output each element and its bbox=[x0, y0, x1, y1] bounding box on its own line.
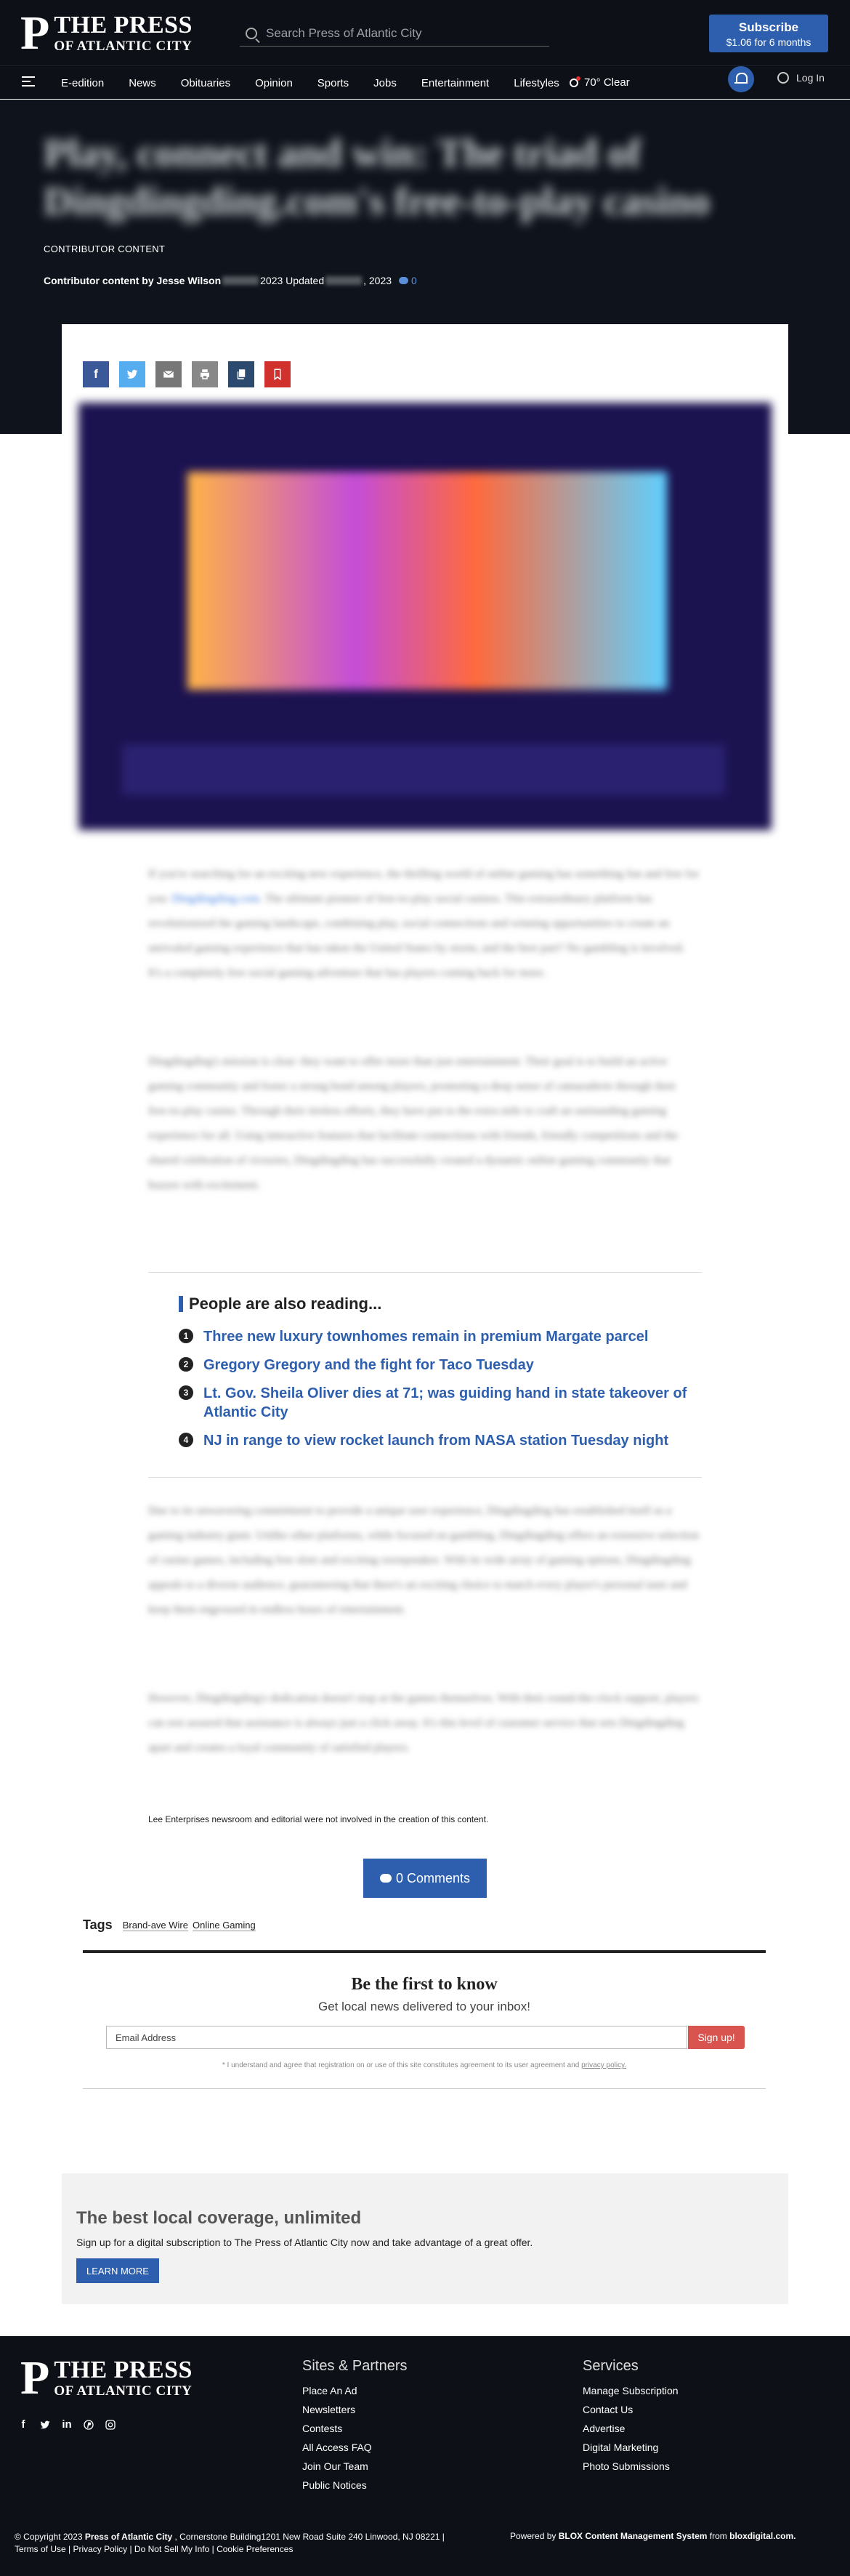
print-icon[interactable] bbox=[192, 361, 218, 387]
also-reading-title: People are also reading... bbox=[189, 1295, 382, 1313]
byline bbox=[44, 275, 417, 286]
search-input[interactable] bbox=[266, 26, 542, 41]
list-item bbox=[179, 1384, 702, 1422]
footer-link[interactable]: Digital Marketing bbox=[583, 2442, 659, 2453]
image-game-grid bbox=[187, 472, 667, 690]
footer-copyright bbox=[15, 2531, 445, 2556]
list-item bbox=[179, 1327, 702, 1346]
subscribe-title: Subscribe bbox=[738, 20, 799, 34]
main-nav bbox=[0, 65, 850, 99]
published-year: 2023 bbox=[260, 275, 283, 286]
footer-link[interactable]: Place An Ad bbox=[302, 2385, 357, 2396]
bookmark-icon[interactable] bbox=[264, 361, 291, 387]
divider bbox=[148, 1477, 702, 1478]
promo-title: The best local coverage, unlimited bbox=[76, 2208, 362, 2228]
footer-link[interactable]: Public Notices bbox=[302, 2479, 367, 2491]
user-icon bbox=[777, 72, 789, 84]
logo-wordmark bbox=[54, 13, 193, 53]
item-number: 3 bbox=[179, 1385, 193, 1400]
nav-items bbox=[61, 66, 584, 100]
copyright-name[interactable]: Press of Atlantic City bbox=[84, 2532, 173, 2542]
login-link[interactable] bbox=[777, 72, 825, 84]
footer-link[interactable]: Manage Subscription bbox=[583, 2385, 679, 2396]
email-icon[interactable] bbox=[155, 361, 182, 387]
powered-site[interactable]: bloxdigital.com. bbox=[729, 2531, 796, 2541]
powered-name[interactable]: BLOX Content Management System bbox=[558, 2531, 708, 2541]
weather-icon bbox=[570, 79, 578, 87]
nav-item-obituaries[interactable]: Obituaries bbox=[180, 76, 231, 89]
newsletter-rule bbox=[83, 1950, 766, 1953]
weather-widget[interactable] bbox=[570, 76, 630, 89]
footer-social bbox=[17, 2419, 126, 2431]
search-bar[interactable] bbox=[240, 20, 549, 47]
linkedin-icon[interactable]: in bbox=[62, 2418, 72, 2431]
footer-services-column bbox=[583, 2358, 679, 2479]
menu-icon[interactable] bbox=[22, 76, 35, 86]
logo-sub: OF ATLANTIC CITY bbox=[54, 39, 193, 54]
byline-author[interactable]: Contributor content by Jesse Wilson bbox=[44, 275, 222, 286]
updated-year: , 2023 bbox=[363, 275, 392, 286]
also-reading-heading bbox=[179, 1295, 381, 1313]
logo-main: THE PRESS bbox=[54, 12, 193, 39]
divider bbox=[148, 1272, 702, 1273]
article-paragraph: Due to its unwavering commitment to provide a unique user experience, Dingdingding has established itself as a gaming industry giant. Unlike other platforms, while focused on gambling, Dingdingding offers an extensive selection of casino games, including free slots and exciting sweepstakes. With its wide array of gaming options, Dingdingding appeals to a diverse audience, guaranteeing that there's an exciting choice to match every player's personal taste and keep them engrossed in endless hours of entertainment. bbox=[148, 1505, 700, 1616]
subscription-promo bbox=[62, 2173, 788, 2304]
login-label: Log In bbox=[796, 72, 825, 84]
privacy-policy-link[interactable]: privacy policy. bbox=[581, 2061, 627, 2069]
weather-text: 70° Clear bbox=[584, 76, 630, 89]
learn-more-button[interactable]: LEARN MORE bbox=[76, 2258, 159, 2283]
logo-mark: P bbox=[20, 6, 50, 60]
subscribe-button[interactable] bbox=[709, 15, 828, 52]
powered-from: from bbox=[709, 2531, 727, 2541]
article-headline: Play, connect and win: The triad of Dingdingding.com's free-to-play casino bbox=[44, 131, 711, 223]
footer-powered-by bbox=[510, 2531, 796, 2541]
nav-item-entertainment[interactable]: Entertainment bbox=[421, 76, 490, 89]
copyright-prefix: © Copyright 2023 bbox=[15, 2532, 83, 2542]
site-footer bbox=[0, 2336, 850, 2576]
pinterest-icon[interactable] bbox=[83, 2419, 94, 2431]
footer-link[interactable]: Contact Us bbox=[583, 2404, 634, 2415]
comment-icon[interactable] bbox=[399, 277, 408, 284]
updated-label: Updated bbox=[286, 275, 325, 286]
subscribe-price: $1.06 for 6 months bbox=[726, 36, 811, 48]
footer-link[interactable]: Join Our Team bbox=[302, 2460, 368, 2472]
list-item bbox=[179, 1356, 702, 1374]
redacted-date bbox=[222, 276, 259, 285]
also-reading-list bbox=[179, 1327, 702, 1460]
footer-link[interactable]: Photo Submissions bbox=[583, 2460, 670, 2472]
top-bar bbox=[0, 0, 850, 65]
footer-services-title: Services bbox=[583, 2358, 639, 2374]
newsletter-subtitle: Get local news delivered to your inbox! bbox=[318, 2000, 530, 2013]
nav-item-lifestyles[interactable]: Lifestyles bbox=[514, 76, 559, 89]
paragraph-text: If you're searching for an exciting new experience, the thrilling world of online gaming has something fun and free for you: Dingdingding.com. The ultimate pioneer of free-to-play social casinos. This extraordinary platform has revolutionized the gaming landscape, combining play, social connections and winning opportunities to create an unrivaled gaming experience that has taken the United States by storm, and the best part? No gambling is involved. It's a completely free social gaming adventure that has players coming back for more. bbox=[148, 868, 700, 979]
tags-row bbox=[83, 1917, 260, 1933]
promo-text: Sign up for a digital subscription to The Press of Atlantic City now and take advantage of a great offer. bbox=[76, 2237, 533, 2248]
article-image bbox=[78, 403, 772, 830]
email-placeholder: Email Address bbox=[116, 2032, 177, 2043]
nav-item-news[interactable]: News bbox=[129, 76, 156, 89]
logo-wordmark bbox=[54, 2358, 193, 2398]
content-disclaimer: Lee Enterprises newsroom and editorial were not involved in the creation of this content. bbox=[148, 1814, 489, 1824]
logo-sub: OF ATLANTIC CITY bbox=[54, 2383, 193, 2399]
signup-button[interactable]: Sign up! bbox=[688, 2026, 745, 2049]
copyright-address: , Cornerstone Building1201 New Road Suite 240 Linwood, NJ 08221 | bbox=[174, 2532, 445, 2542]
twitter-icon[interactable] bbox=[119, 361, 145, 387]
article-paragraph: Dingdingding's mission is clear: they want to offer more than just entertainment. Their goal is to build an active gaming community and foster a strong bond among players, promoting a deep sense of camaraderie through their free-to-play casino. Through their tireless efforts, they have put to the extra mile to craft an outstanding gaming experience for all. Using interactive features that facilitate connections with friends, friendly competitions and the shared celebration of victories, Dingdingding has successfully created a dynamic online gaming community that buzzes with excitement. bbox=[148, 1055, 679, 1191]
also-reading-link[interactable]: Lt. Gov. Sheila Oliver dies at 71; was guiding hand in state takeover of Atlantic City bbox=[203, 1385, 687, 1420]
nav-item-jobs[interactable]: Jobs bbox=[373, 76, 397, 89]
footer-logo[interactable] bbox=[20, 2351, 193, 2404]
copy-icon[interactable] bbox=[228, 361, 254, 387]
tag-link[interactable]: Brand-ave Wire bbox=[122, 1919, 188, 1931]
logo-main: THE PRESS bbox=[54, 2356, 193, 2383]
article-paragraph: However, Dingdingding's dedication doesn't stop at the games themselves. With their round-the-clock support, players can rest assured that assistance is always just a click away. It's this level of customer service that sets Dingdingding apart and creates a loyal community of satisfied players. bbox=[148, 1692, 699, 1754]
image-caption-band bbox=[122, 744, 725, 795]
redacted-date bbox=[325, 276, 362, 285]
facebook-icon[interactable]: f bbox=[21, 2418, 25, 2431]
item-number: 4 bbox=[179, 1433, 193, 1447]
newsletter-title: Be the first to know bbox=[351, 1975, 498, 1994]
email-field[interactable] bbox=[106, 2026, 687, 2049]
contributor-label: CONTRIBUTOR CONTENT bbox=[44, 243, 166, 254]
article-paragraph bbox=[148, 862, 700, 986]
footer-link[interactable]: Contests bbox=[302, 2423, 343, 2434]
consent-copy: * I understand and agree that registration on or use of this site constitutes agreement to its user agreement and bbox=[222, 2061, 580, 2069]
tags-label: Tags bbox=[83, 1917, 113, 1932]
footer-link[interactable]: Advertise bbox=[583, 2423, 626, 2434]
footer-sites-column bbox=[302, 2358, 408, 2498]
item-number: 2 bbox=[179, 1357, 193, 1372]
list-item bbox=[179, 1431, 702, 1450]
notification-bell-icon[interactable] bbox=[728, 66, 754, 92]
comment-count[interactable]: 0 bbox=[411, 275, 417, 286]
logo-mark: P bbox=[20, 2351, 50, 2404]
also-reading-link[interactable]: Gregory Gregory and the fight for Taco Tuesday bbox=[203, 1357, 534, 1373]
site-logo[interactable] bbox=[20, 6, 193, 60]
twitter-icon[interactable] bbox=[39, 2419, 51, 2431]
powered-prefix: Powered by bbox=[510, 2531, 556, 2541]
footer-link[interactable]: Newsletters bbox=[302, 2404, 356, 2415]
instagram-icon[interactable] bbox=[105, 2419, 116, 2431]
nav-item-opinion[interactable]: Opinion bbox=[255, 76, 293, 89]
nav-item-sports[interactable]: Sports bbox=[317, 76, 349, 89]
share-toolbar bbox=[83, 361, 301, 387]
article-inline-link[interactable]: Dingdingding.com bbox=[171, 893, 259, 905]
also-reading-link[interactable]: Three new luxury townhomes remain in premium Margate parcel bbox=[203, 1329, 649, 1345]
search-icon[interactable] bbox=[246, 28, 257, 39]
item-number: 1 bbox=[179, 1329, 193, 1343]
consent-text bbox=[83, 2061, 766, 2069]
nav-item-e-edition[interactable]: E-edition bbox=[61, 76, 105, 89]
comments-button[interactable] bbox=[363, 1859, 487, 1898]
legal-links[interactable]: Terms of Use | Privacy Policy | Do Not Sell My Info | Cookie Preferences bbox=[15, 2544, 294, 2554]
also-reading-link[interactable]: NJ in range to view rocket launch from NASA station Tuesday night bbox=[203, 1433, 669, 1449]
comment-icon bbox=[380, 1874, 392, 1883]
footer-link[interactable]: All Access FAQ bbox=[302, 2442, 372, 2453]
newsletter-bottom-rule bbox=[83, 2088, 766, 2089]
tag-link[interactable]: Online Gaming bbox=[193, 1919, 256, 1931]
comments-label: 0 Comments bbox=[395, 1870, 471, 1885]
facebook-icon[interactable]: f bbox=[83, 361, 109, 387]
footer-sites-title: Sites & Partners bbox=[302, 2358, 408, 2374]
